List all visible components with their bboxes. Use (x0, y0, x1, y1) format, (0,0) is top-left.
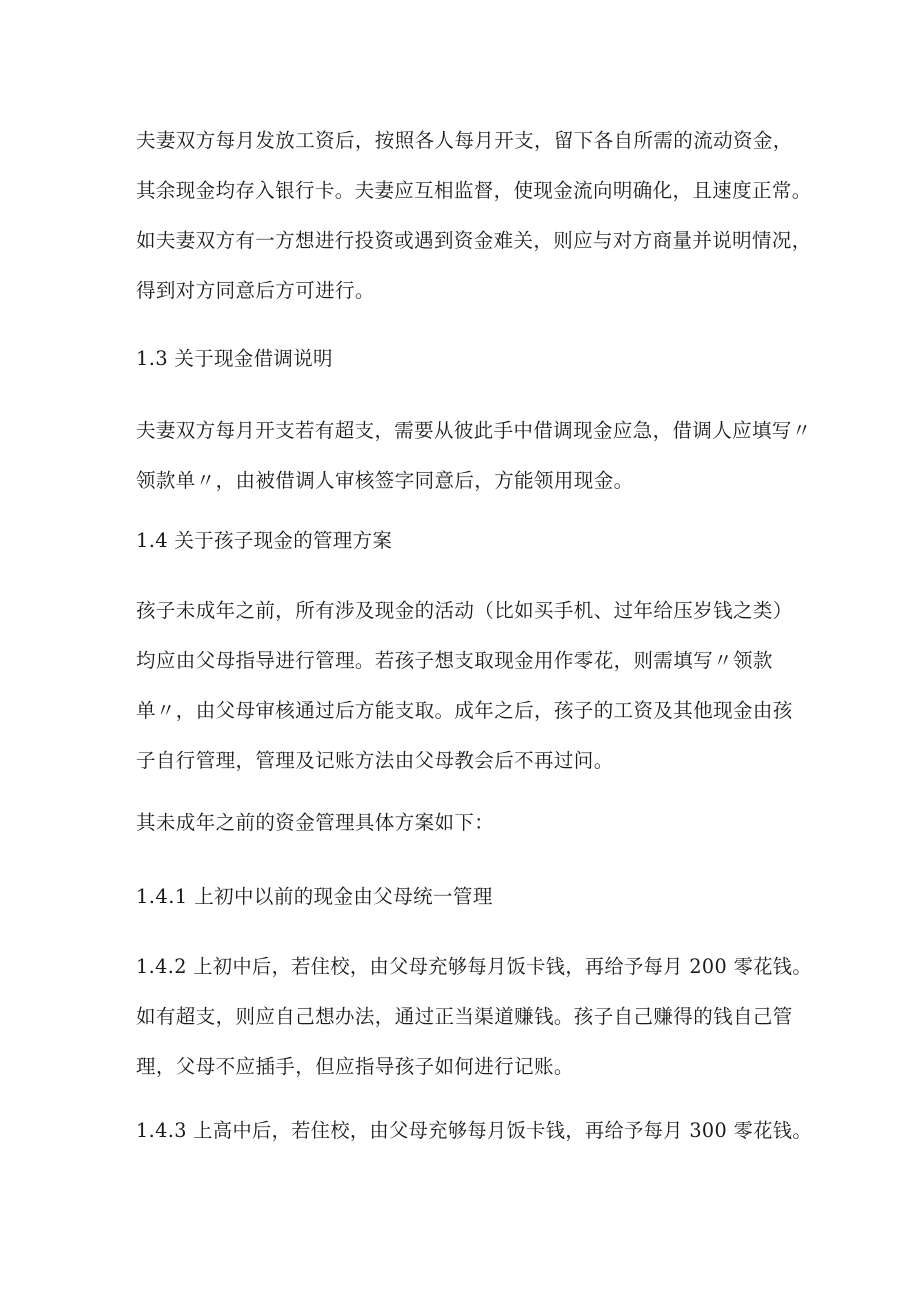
text-line: 单〃，由父母审核通过后方能支取。成年之后，孩子的工资及其他现金由孩 (136, 699, 793, 722)
text-line: 夫妻双方每月开支若有超支，需要从彼此手中借调现金应急，借调人应填写〃 (136, 419, 812, 442)
text-line: 1.4.2 上初中后，若住校，由父母充够每月饭卡钱，再给予每月 200 零花钱。 (136, 955, 812, 978)
paragraph-cash-borrowing (136, 406, 812, 506)
text-line: 孩子未成年之前，所有涉及现金的活动（比如买手机、过年给压岁钱之类） (136, 599, 793, 622)
text-line: 其未成年之前的资金管理具体方案如下： (136, 811, 495, 834)
paragraph-plan-intro (136, 798, 812, 848)
text-line: 得到对方同意后方可进行。 (136, 279, 375, 302)
list-item-1-4-3 (136, 1106, 812, 1156)
text-line: 子自行管理，管理及记账方法由父母教会后不再过问。 (136, 749, 614, 772)
text-line: 1.4.3 上高中后，若住校，由父母充够每月饭卡钱，再给予每月 300 零花钱。 (136, 1119, 812, 1142)
paragraph-budget-savings (136, 116, 812, 316)
text-line: 1.4.1 上初中以前的现金由父母统一管理 (136, 885, 493, 908)
heading-text: 1.3 关于现金借调说明 (136, 347, 333, 370)
text-line: 理，父母不应插手，但应指导孩子如何进行记账。 (136, 1055, 574, 1078)
text-line: 如夫妻双方有一方想进行投资或遇到资金难关，则应与对方商量并说明情况， (136, 229, 812, 252)
heading-text: 1.4 关于孩子现金的管理方案 (136, 529, 393, 552)
text-line: 领款单〃，由被借调人审核签字同意后，方能领用现金。 (136, 469, 634, 492)
text-line: 均应由父母指导进行管理。若孩子想支取现金用作零花，则需填写〃领款 (136, 649, 773, 672)
text-line: 如有超支，则应自己想办法，通过正当渠道赚钱。孩子自己赚得的钱自己管 (136, 1005, 793, 1028)
section-heading-1-3 (136, 334, 812, 384)
section-heading-1-4 (136, 516, 812, 566)
list-item-1-4-2 (136, 942, 812, 1092)
list-item-1-4-1 (136, 872, 812, 922)
text-line: 夫妻双方每月发放工资后，按照各人每月开支，留下各自所需的流动资金， (136, 129, 793, 152)
text-line: 其余现金均存入银行卡。夫妻应互相监督，使现金流向明确化，且速度正常。 (136, 179, 812, 202)
paragraph-children-cash (136, 586, 812, 786)
